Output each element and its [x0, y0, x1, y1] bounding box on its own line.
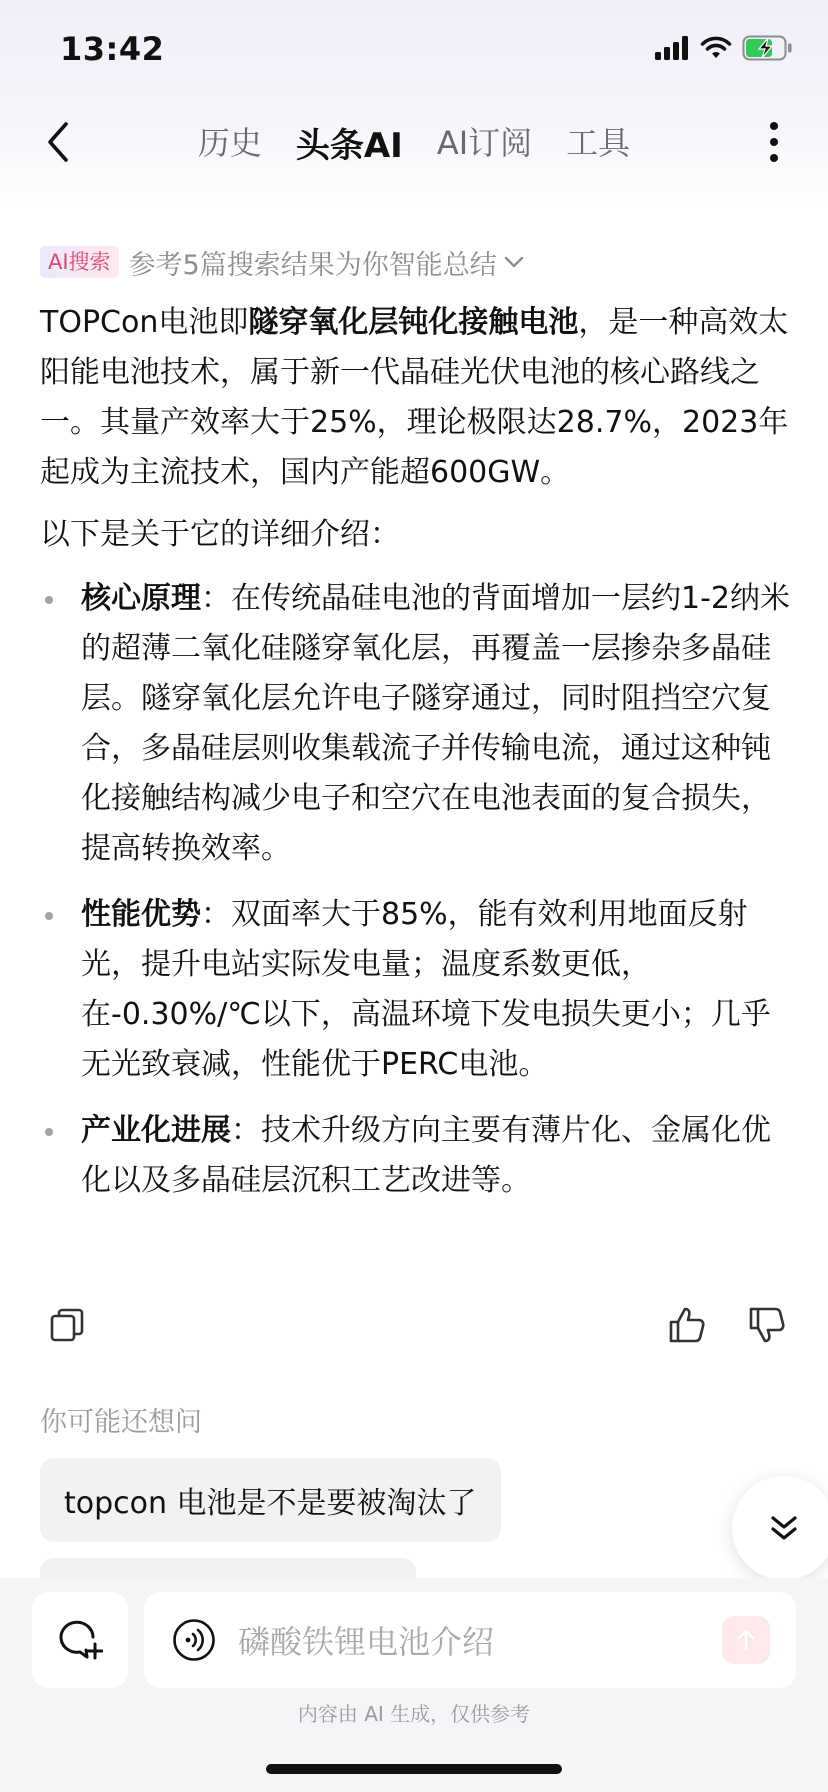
bullet-text: ：在传统晶硅电池的背面增加一层约1-2纳米的超薄二氧化硅隧穿氧化层，再覆盖一层掺杂多晶硅层。隧穿氧化层允许电子隧穿通过，同时阻挡空穴复合，多晶硅层则收集载流子并传输电流，通过这种钝化接触结构减少电子和空穴在电池表面的复合损失，提高转换效率。 [81, 581, 790, 866]
sources-text: 参考5篇搜索结果为你智能总结 [128, 249, 497, 281]
voice-icon [172, 1618, 216, 1662]
more-button[interactable] [746, 112, 802, 172]
thumbs-up-icon [668, 1306, 706, 1344]
message-input[interactable] [144, 1592, 796, 1688]
copy-button[interactable] [44, 1302, 90, 1348]
answer-intro [40, 298, 790, 498]
status-bar [0, 0, 828, 100]
bullet-dot [45, 912, 53, 920]
ai-search-tag: AI搜索 [40, 246, 119, 278]
bullet-text: ：双面率大于85%，能有效利用地面反射光，提升电站实际发电量；温度系数更低，在-0.30%/℃以下，高温环境下发电损失更小；几乎无光致衰减，性能优于PERC电池。 [81, 897, 771, 1082]
input-placeholder: 磷酸铁锂电池介绍 [238, 1623, 495, 1661]
send-button[interactable] [722, 1616, 770, 1664]
thumbs-down-icon [748, 1306, 786, 1344]
new-chat-icon [57, 1617, 103, 1663]
suggestion-chip[interactable]: topcon 电池是不是要被淘汰了 [40, 1458, 501, 1542]
suggestion-chip-partial[interactable] [40, 1558, 416, 1578]
intro-prefix: TOPCon电池即 [40, 305, 249, 340]
wifi-icon [700, 36, 732, 64]
answer-content [40, 240, 790, 1222]
bullet-title: 产业化进展 [81, 1113, 231, 1148]
bullet-dot [45, 596, 53, 604]
copy-icon [49, 1307, 85, 1343]
like-button[interactable] [664, 1302, 710, 1348]
suggestions-title: 你可能还想问 [40, 1407, 202, 1438]
signal-icon [654, 36, 690, 64]
status-icons [654, 34, 794, 66]
nav-bar [0, 100, 828, 184]
home-indicator [266, 1764, 562, 1774]
top-tabs [0, 118, 828, 167]
more-vertical-icon [769, 121, 779, 163]
bullet-dot [45, 1128, 53, 1136]
double-chevron-down-icon [767, 1511, 801, 1545]
bullet-title: 性能优势 [81, 897, 201, 932]
status-time: 13:42 [60, 30, 165, 68]
ai-disclaimer: 内容由 AI 生成，仅供参考 [297, 1702, 531, 1726]
answer-actions [40, 1302, 790, 1352]
voice-button[interactable] [168, 1614, 220, 1666]
intro-bold-term: 隧穿氧化层钝化接触电池 [248, 305, 579, 340]
tab-history[interactable]: 历史 [197, 124, 262, 162]
list-item [40, 574, 790, 874]
list-item [40, 890, 790, 1090]
bullet-list [40, 574, 790, 1206]
tab-tools[interactable]: 工具 [566, 124, 631, 162]
scroll-to-bottom-button[interactable] [732, 1476, 828, 1580]
intro-suffix: ，是一种高效太阳能电池技术，属于新一代晶硅光伏电池的核心路线之一。其量产效率大于25%，理论极限达28.7%，2023年起成为主流技术，国内产能超600GW。 [40, 305, 789, 490]
battery-charging-icon [742, 35, 794, 65]
arrow-up-icon [735, 1628, 757, 1652]
list-item [40, 1106, 790, 1206]
tab-ai-subscribe[interactable]: AI订阅 [436, 124, 533, 162]
tab-toutiao-ai[interactable]: 头条AI [295, 126, 403, 166]
bullet-text: ：技术升级方向主要有薄片化、金属化优化以及多晶硅层沉积工艺改进等。 [81, 1113, 771, 1198]
detail-heading: 以下是关于它的详细介绍： [40, 517, 400, 552]
sources-summary[interactable] [40, 240, 790, 284]
bullet-title: 核心原理 [81, 581, 201, 616]
dislike-button[interactable] [744, 1302, 790, 1348]
new-chat-button[interactable] [32, 1592, 128, 1688]
chevron-down-icon [503, 254, 525, 270]
